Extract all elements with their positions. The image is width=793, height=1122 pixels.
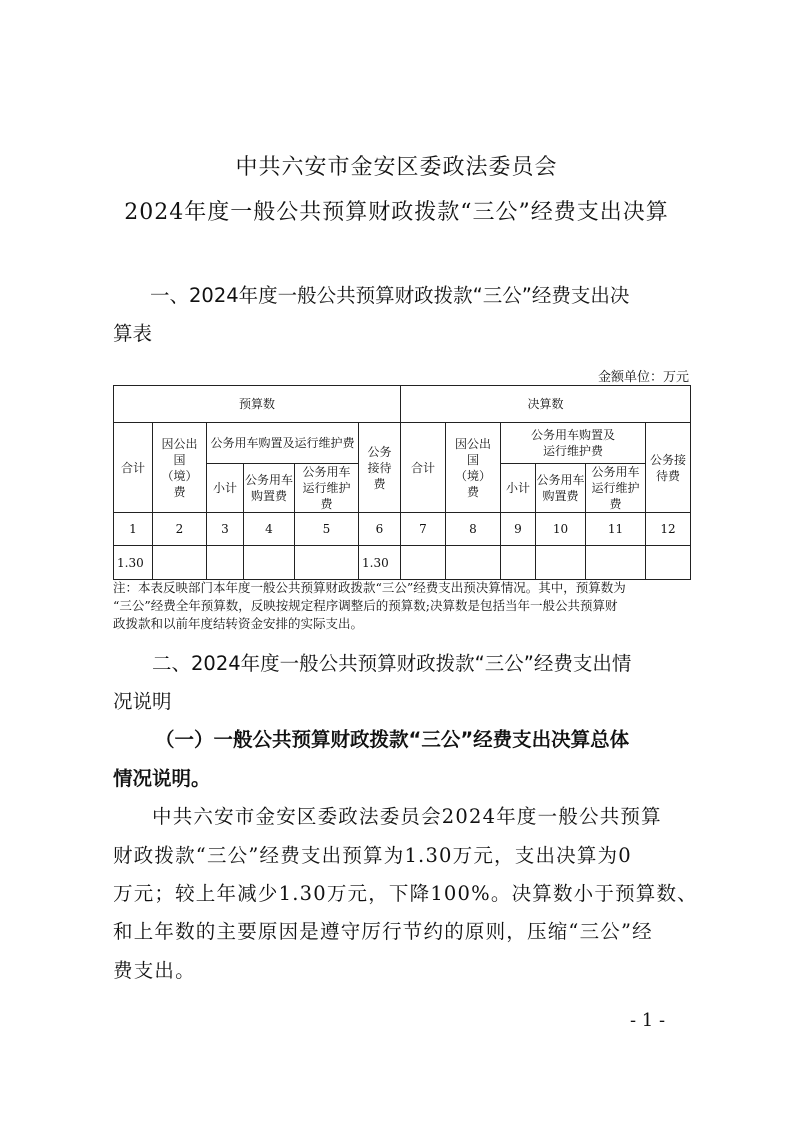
col-number: 1: [114, 513, 153, 546]
header-reception: 公务接待费: [359, 423, 401, 513]
subsection1-heading-cont: 情况说明。: [113, 767, 211, 790]
header-total: 合计: [114, 423, 153, 513]
section2-heading: 二、2024年度一般公共预算财政拨款“三公”经费支出情: [152, 652, 632, 675]
col-number: 6: [359, 513, 401, 546]
three-public-expenses-table: [113, 385, 691, 580]
col-number: 8: [446, 513, 501, 546]
cell-value: [207, 546, 244, 580]
header-budget: 预算数: [114, 386, 401, 423]
section2-heading-cont: 况说明: [113, 690, 172, 713]
col-number: 10: [536, 513, 586, 546]
col-number: 4: [244, 513, 295, 546]
header-car-buy-final: 公务用车购置费: [536, 464, 586, 513]
body-line-1: 中共六安市金安区委政法委员会2024年度一般公共预算: [152, 805, 662, 828]
header-car-final: 公务用车购置及运行维护费: [501, 423, 646, 464]
body-line-4: 和上年数的主要原因是遵守厉行节约的原则，压缩“三公”经: [113, 920, 653, 943]
col-number: 12: [646, 513, 691, 546]
doc-title-line-1: 中共六安市金安区委政法委员会: [235, 155, 558, 180]
cell-value: 1.30: [359, 546, 401, 580]
table-note-line-3: 政拨款和以前年度结转资金安排的实际支出。: [113, 616, 364, 631]
cell-value: [536, 546, 586, 580]
col-number: 2: [153, 513, 207, 546]
header-car-run: 公务用车运行维护费: [295, 464, 359, 513]
section1-heading-cont: 算表: [113, 322, 153, 345]
header-subtotal: 小计: [207, 464, 244, 513]
table-note-line-1: 注：本表反映部门本年度一般公共预算财政拨款“三公”经费支出预决算情况。其中，预算数为: [113, 580, 626, 595]
col-number: 5: [295, 513, 359, 546]
cell-value: [446, 546, 501, 580]
cell-value: [401, 546, 446, 580]
unit-label: 金额单位：万元: [597, 370, 689, 385]
header-total-final: 合计: [401, 423, 446, 513]
cell-value: 1.30: [114, 546, 153, 580]
body-line-5: 费支出。: [113, 959, 196, 982]
doc-title-line-2: 2024年度一般公共预算财政拨款“三公”经费支出决算: [124, 200, 669, 225]
body-line-2: 财政拨款“三公”经费支出预算为1.30万元，支出决算为0: [113, 844, 632, 867]
cell-value: [501, 546, 536, 580]
cell-value: [153, 546, 207, 580]
header-car-buy: 公务用车购置费: [244, 464, 295, 513]
page-number: - 1 -: [630, 1010, 666, 1031]
section1-heading: 一、2024年度一般公共预算财政拨款“三公”经费支出决: [150, 284, 630, 307]
header-car-run-final: 公务用车运行维护费: [586, 464, 646, 513]
header-car: 公务用车购置及运行维护费: [207, 423, 359, 464]
col-number: 9: [501, 513, 536, 546]
cell-value: [295, 546, 359, 580]
subsection1-heading: （一）一般公共预算财政拨款“三公”经费支出决算总体: [155, 728, 630, 751]
header-abroad-final: 因公出国（境）费: [446, 423, 501, 513]
table-note-line-2: “三公”经费全年预算数，反映按规定程序调整后的预算数;决算数是包括当年一般公共预算财: [113, 598, 618, 613]
cell-value: [646, 546, 691, 580]
cell-value: [586, 546, 646, 580]
header-reception-final: 公务接待费: [646, 423, 691, 513]
header-subtotal-final: 小计: [501, 464, 536, 513]
header-abroad: 因公出国（境）费: [153, 423, 207, 513]
col-number: 11: [586, 513, 646, 546]
body-line-3: 万元；较上年减少1.30万元，下降100%。决算数小于预算数、: [113, 882, 698, 905]
cell-value: [244, 546, 295, 580]
table-row: [114, 546, 691, 580]
col-number: 3: [207, 513, 244, 546]
header-final: 决算数: [401, 386, 691, 423]
col-number: 7: [401, 513, 446, 546]
